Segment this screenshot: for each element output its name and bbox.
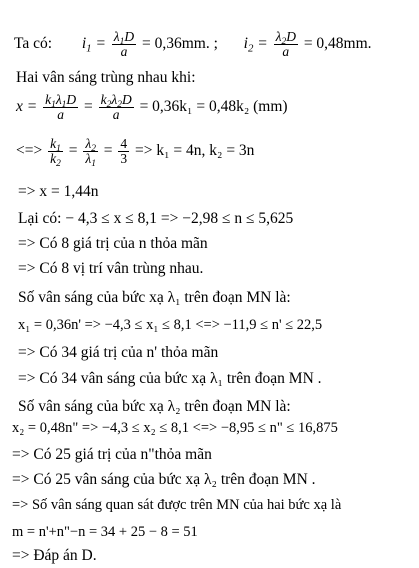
k1-fraction: $\frac{k_1\lambda_1D}{a}$: [45, 92, 77, 123]
i1-value: = 0,36mm. ;: [141, 35, 218, 53]
lambda2-range: x₂ = 0,48n" => −4,3 ≤ x₂ ≤ 8,1 <=> −8,95 ≤ n" ≤ 16,875: [12, 420, 338, 436]
k2-fraction: $\frac{k_2\lambda_2D}{a}$: [100, 92, 132, 123]
k-solution: => k₁ = 4n, k₂ = 3n: [135, 142, 255, 160]
coincidence-heading: Hai vân sáng trùng nhau khi:: [16, 69, 196, 86]
four-thirds: $\frac{4}{3}$: [120, 136, 128, 167]
lambda-ratio: $\frac{\lambda_2}{\lambda_1}$: [85, 136, 96, 169]
ratio-equation: <=> $\frac{k_1}{k_2}$ = $\frac{\lambda_2}{\lambda_1}$ = $\frac{4}{3}$ => k₁ = 4n, k₂ = 3n: [16, 136, 255, 169]
lambda2-heading: Số vân sáng của bức xạ λ₂ trên đoạn MN là:: [18, 398, 291, 415]
total-heading: => Số vân sáng quan sát được trên MN của hai bức xạ là: [12, 497, 342, 513]
coincidence-equation: x = $\frac{k_1\lambda_1D}{a}$ = $\frac{k_2\lambda_2D}{a}$ = 0,36k₁ = 0,48k₂ (mm): [16, 92, 288, 123]
i2-value: = 0,48mm.: [303, 35, 372, 53]
count-n-double-prime: => Có 25 giá trị của n"thỏa mãn: [12, 446, 212, 463]
answer-line: => Đáp án D.: [12, 547, 97, 564]
coincidence-value: = 0,36k₁ = 0,48k₂ (mm): [139, 98, 288, 116]
interfringe-line: [14, 30, 372, 59]
intro-text: Ta có:: [14, 35, 53, 53]
i1-symbol: $i_1$ =: [81, 35, 106, 55]
x-coincidence: => x = 1,44n: [18, 183, 99, 200]
range-n: Lại có: − 4,3 ≤ x ≤ 8,1 => −2,98 ≤ n ≤ 5,625: [18, 210, 294, 227]
k-ratio: $\frac{k_1}{k_2}$: [50, 136, 61, 169]
count-lambda1: => Có 34 vân sáng của bức xạ λ₁ trên đoạn MN .: [18, 370, 322, 387]
i2-symbol: $i_2$ =: [243, 35, 268, 55]
i2-fraction: $\frac{\lambda_2D}{a}$: [275, 29, 296, 60]
count-n: => Có 8 giá trị của n thỏa mãn: [18, 235, 208, 252]
i1-fraction: $\frac{\lambda_1D}{a}$: [113, 29, 135, 60]
count-coincidence: => Có 8 vị trí vân trùng nhau.: [18, 260, 204, 277]
total-calculation: m = n'+n"−n = 34 + 25 − 8 = 51: [12, 524, 198, 540]
count-n-prime: => Có 34 giá trị của n' thỏa mãn: [18, 344, 219, 361]
lambda1-range: x₁ = 0,36n' => −4,3 ≤ x₁ ≤ 8,1 <=> −11,9 ≤ n' ≤ 22,5: [18, 317, 323, 333]
lambda1-heading: Số vân sáng của bức xạ λ₁ trên đoạn MN là:: [18, 289, 291, 306]
count-lambda2: => Có 25 vân sáng của bức xạ λ₂ trên đoạn MN .: [12, 471, 316, 488]
